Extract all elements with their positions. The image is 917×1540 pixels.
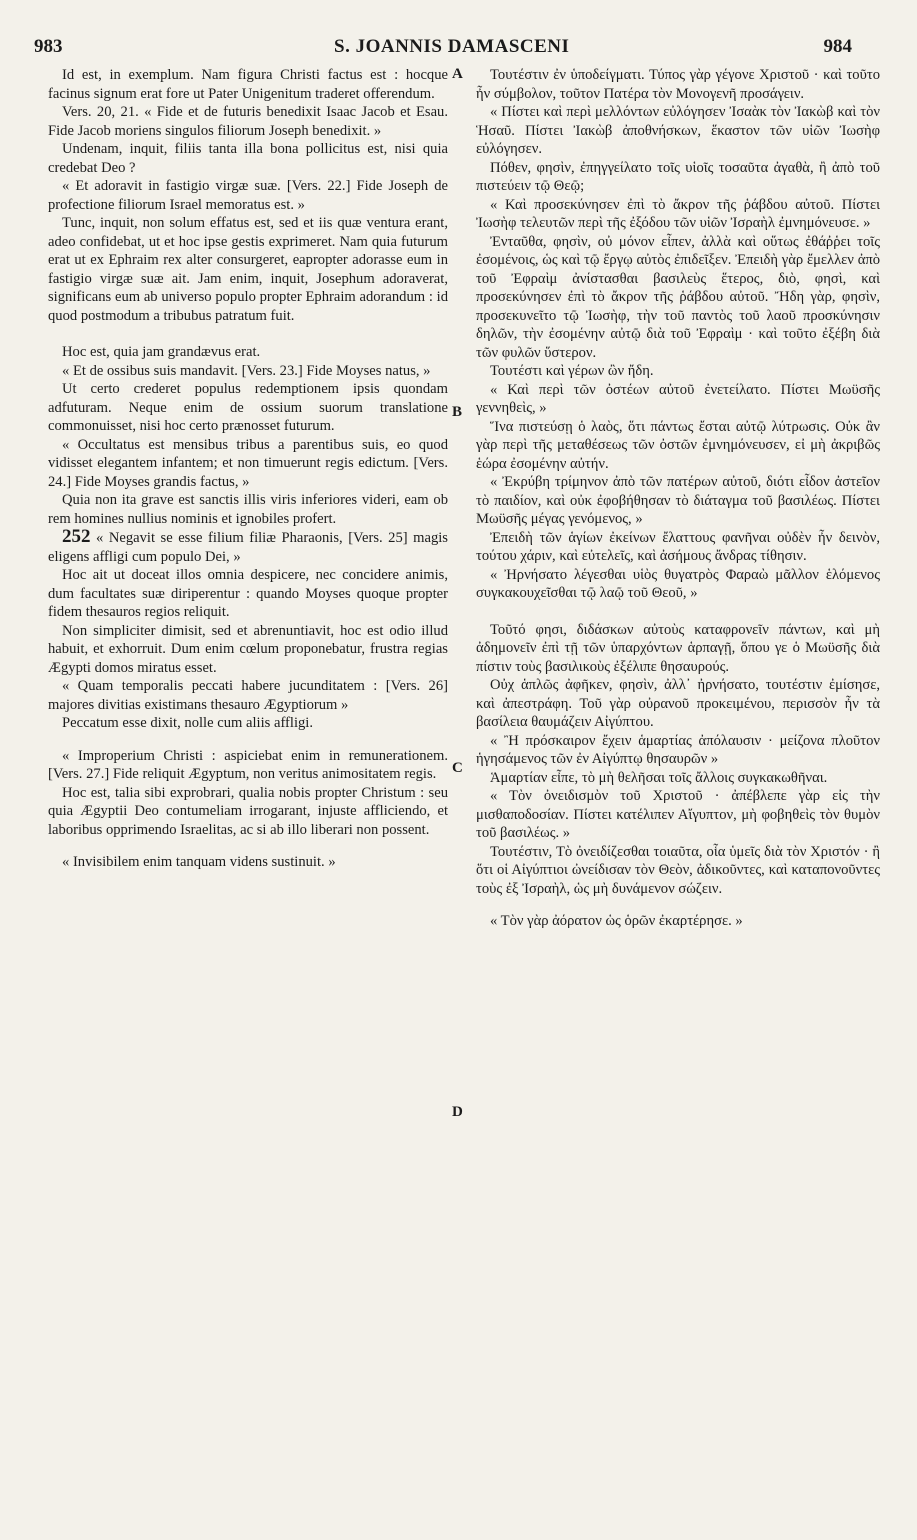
margin-letter-b: B <box>452 404 463 420</box>
latin-text: « Negavit se esse filium filiæ Pharaonis, [Vers. 25] magis eligens affligi cum populo Dei, » <box>48 530 448 565</box>
section-number: 252 <box>62 526 91 547</box>
greek-paragraph: « Τὸν γὰρ ἀόρατον ὡς ὁρῶν ἐκαρτέρησε. » <box>490 913 743 929</box>
latin-paragraph: Undenam, inquit, filiis tanta illa bona pollicitus est, nisi quia credebat Deo ? <box>48 141 448 176</box>
greek-paragraph: Τουτέστιν, Τὸ ὀνειδίζεσθαι τοιαῦτα, οἷα ὑμεῖς διὰ τὸν Χριστόν · ἢ ὅτι οἱ Αἰγύπτιοι ὠνείδισαν τὸν Θεὸν, ἀδικοῦντες, καὶ καταπονοῦντες τοὺς ἐξ Ἰσραὴλ, ὡς μὴ δυνάμενον σώζειν. <box>476 843 880 897</box>
greek-paragraph: « Πίστει καὶ περὶ μελλόντων εὐλόγησεν Ἰσαὰκ τὸν Ἰακὼβ καὶ τὸν Ἡσαῦ. Πίστει Ἰακὼβ ἀποθνήσκων, ἕκαστον τῶν υἱῶν Ἰωσὴφ εὐλόγησεν. <box>476 104 880 157</box>
latin-paragraph-252 <box>48 528 448 566</box>
greek-paragraph: Ἁμαρτίαν εἶπε, τὸ μὴ θελῆσαι τοῖς ἄλλοις συγκακωθῆναι. <box>490 769 828 786</box>
greek-paragraph: « Καὶ περὶ τῶν ὀστέων αὐτοῦ ἐνετείλατο. Πίστει Μωϋσῆς γεννηθεὶς, » <box>476 381 880 416</box>
latin-paragraph: Hoc ait ut doceat illos omnia despicere, nec concidere animis, dum facultates suæ diriperentur : quando Moyses quoque propter fidem thesauros regios reliquit. <box>48 567 448 620</box>
latin-paragraph: « Invisibilem enim tanquam videns sustinuit. » <box>62 854 336 870</box>
greek-paragraph: « Καὶ προσεκύνησεν ἐπὶ τὸ ἄκρον τῆς ῥάβδου αὐτοῦ. Πίστει Ἰωσὴφ τελευτῶν περὶ τῆς ἐξόδου τῶν υἱῶν Ἰσραὴλ ἐμνημόνευσε. » <box>476 196 880 231</box>
greek-paragraph: Τοῦτό φησι, διδάσκων αὐτοὺς καταφρονεῖν πάντων, καὶ μὴ ἀδημονεῖν ἐπὶ τῇ τῶν ὑπαρχόντων ἁρπαγῇ, ὅπου γε ὁ Μωϋσῆς διὰ πίστιν τοὺς βασιλικοὺς ἐξέλιπε θησαυρούς. <box>476 621 880 675</box>
margin-letter-a: A <box>452 66 463 82</box>
greek-paragraph: Ἐνταῦθα, φησὶν, οὐ μόνον εἶπεν, ἀλλὰ καὶ οὕτως ἐθάῤῥει τοῖς ἐσομένοις, ὡς καὶ τῷ ἔργῳ αὐτὸς ἐπιδεῖξεν. Ἐπειδὴ γὰρ ἔμελλεν ἀπὸ τοῦ Ἐφραὶμ ἀνίστασθαι βασιλεὺς ἕτερος, διὸ, φησὶ, καὶ προσεκύνησεν ἐπὶ τὸ ἄκρον τῆς ῥάβδου αὐτοῦ. Ἤδη γὰρ, φησὶν, προσεκυνεῖτο τῷ Ἰωσὴφ, τὴν τοῦ παντὸς τοῦ λαοῦ προσκύνησιν δηλῶν, τὴν ἐσομένην αὐτῷ διὰ τοῦ Ἐφραὶμ · καὶ τοῦτο ἐξέβη διὰ τῶν φυλῶν ὕστερον. <box>476 233 880 361</box>
greek-paragraph: « Τὸν ὀνειδισμὸν τοῦ Χριστοῦ · ἀπέβλεπε γὰρ εἰς τὴν μισθαποδοσίαν. Πίστει κατέλιπεν Αἴγυπτον, μὴ φοβηθεὶς τὸν θυμὸν τοῦ βασιλέως. » <box>476 788 880 841</box>
greek-paragraph: Τουτέστιν ἐν ὑποδείγματι. Τύπος γὰρ γέγονε Χριστοῦ · καὶ τοῦτο ἦν σύμβολον, τοῦτον Πατέρα τὸν Μονογενῆ προσάγειν. <box>476 67 880 102</box>
greek-paragraph: Οὐχ ἁπλῶς ἀφῆκεν, φησὶν, ἀλλ᾽ ἠρνήσατο, τουτέστιν ἐμίσησε, καὶ ἀπεστράφη. Τοῦ γὰρ οὐρανοῦ προκειμένου, περισσὸν ἦν τὰ βασίλεια θαυμάζειν Αἰγύπτου. <box>476 677 880 730</box>
greek-paragraph: « Ἠρνήσατο λέγεσθαι υἱὸς θυγατρὸς Φαραὼ μᾶλλον ἑλόμενος συγκακουχεῖσθαι τῷ λαῷ τοῦ Θεοῦ, » <box>476 566 880 601</box>
greek-paragraph: « Ἢ πρόσκαιρον ἔχειν ἁμαρτίας ἀπόλαυσιν · μείζονα πλοῦτον ἡγησάμενος τῶν ἐν Αἰγύπτῳ θησαυρῶν » <box>476 732 880 767</box>
latin-paragraph: Vers. 20, 21. « Fide et de futuris benedixit Isaac Jacob et Esau. Fide Jacob moriens singulos filiorum Joseph benedixit. » <box>48 104 448 139</box>
latin-column <box>48 66 448 872</box>
margin-letter-c: C <box>452 760 463 776</box>
latin-paragraph: Non simpliciter dimisit, sed et abrenuntiavit, hoc est odio illud habuit, et exhorruit. Dum enim cœlum proponebatur, frustra regias Ægypti domos miratus esset. <box>48 622 448 676</box>
latin-paragraph: Id est, in exemplum. Nam figura Christi factus est : hocque facinus signum erat fore ut Pater Unigenitum traderet offerendum. <box>48 67 448 102</box>
latin-paragraph: « Et adoravit in fastigio virgæ suæ. [Vers. 22.] Fide Joseph de profectione filiorum Israel memoratus est. » <box>48 178 448 213</box>
latin-paragraph: Hoc est, quia jam grandævus erat. <box>62 344 261 360</box>
latin-paragraph: Peccatum esse dixit, nolle cum aliis affligi. <box>62 715 314 731</box>
latin-paragraph: « Occultatus est mensibus tribus a parentibus suis, eo quod vidisset elegantem infantem; et non timuerunt regis edictum. [Vers. 24.] Fide Moyses grandis factus, » <box>48 436 448 490</box>
latin-paragraph: « Et de ossibus suis mandavit. [Vers. 23.] Fide Moyses natus, » <box>62 362 431 379</box>
greek-paragraph: Ἐπειδὴ τῶν ἁγίων ἐκείνων ἔλαττους φανῆναι οὐδὲν ἦν δεινὸν, τούτου χάριν, καὶ εὐτελεῖς, καὶ ἀσήμους ἄνδρας τίθησιν. <box>476 529 880 564</box>
page-number-left: 983 <box>34 36 63 57</box>
latin-paragraph: Quia non ita grave est sanctis illis viris inferiores videri, eam ob rem homines nullius nominis et ignobiles profert. <box>48 492 448 527</box>
greek-paragraph: Τουτέστι καὶ γέρων ὢν ἤδη. <box>490 363 654 379</box>
page-number-right: 984 <box>823 36 852 57</box>
greek-column <box>476 66 880 931</box>
greek-paragraph: Πόθεν, φησὶν, ἐπηγγείλατο τοῖς υἱοῖς τοσαῦτα ἀγαθὰ, ἢ ἀπὸ τοῦ πιστεύειν τῷ Θεῷ; <box>476 159 880 194</box>
latin-paragraph: « Quam temporalis peccati habere jucunditatem : [Vers. 26] majores divitias existimans thesauro Ægyptiorum » <box>48 678 448 713</box>
latin-paragraph: « Improperium Christi : aspiciebat enim in remunerationem. [Vers. 27.] Fide reliquit Ægyptum, non veritus animositatem regis. <box>48 747 448 782</box>
latin-paragraph: Tunc, inquit, non solum effatus est, sed et iis quæ ventura erant, adeo confidebat, ut et hoc ipse gestis exprimeret. Nam quia futurum erat ut ex Ephraim rex alter consurgeret, eapropter adorasse eum in fastigio virgæ suæ ait. Jam enim, inquit, Josephum adoraverat, significans eum ab universo populo propter Ephraim adorandum : id quod postmodum a tribubus patratum fuit. <box>48 215 448 324</box>
running-header <box>34 36 852 60</box>
margin-letter-d: D <box>452 1104 463 1120</box>
greek-paragraph: « Ἐκρύβη τρίμηνον ἀπὸ τῶν πατέρων αὐτοῦ, διότι εἶδον ἀστεῖον τὸ παιδίον, καὶ οὐκ ἐφοβήθησαν τὸ διάταγμα τοῦ βασιλέως. Πίστει Μωϋσῆς μέγας γενόμενος, » <box>476 474 880 527</box>
running-title: S. JOANNIS DAMASCENI <box>334 36 570 57</box>
latin-paragraph: Hoc est, talia sibi exprobrari, qualia nobis propter Christum : seu quia Ægyptii Deo contumeliam irrogarant, injuste affliciendo, et laboribus opprimendo Israelitas, ac si ab illo liberari non possent. <box>48 784 448 838</box>
latin-paragraph: Ut certo crederet populus redemptionem ipsis quondam adfuturam. Neque enim de ossium suorum translatione commonuisset, nisi hoc certo prænosset futurum. <box>48 381 448 434</box>
greek-paragraph: Ἵνα πιστεύσῃ ὁ λαὸς, ὅτι πάντως ἔσται αὐτῷ λύτρωσις. Οὐκ ἂν γὰρ περὶ τῆς μεταθέσεως τῶν ὀστῶν ἐμνημόνευσεν, εἰ μὴ ἀκριβῶς ἑώρα ἐσομένην αὐτήν. <box>476 418 880 472</box>
